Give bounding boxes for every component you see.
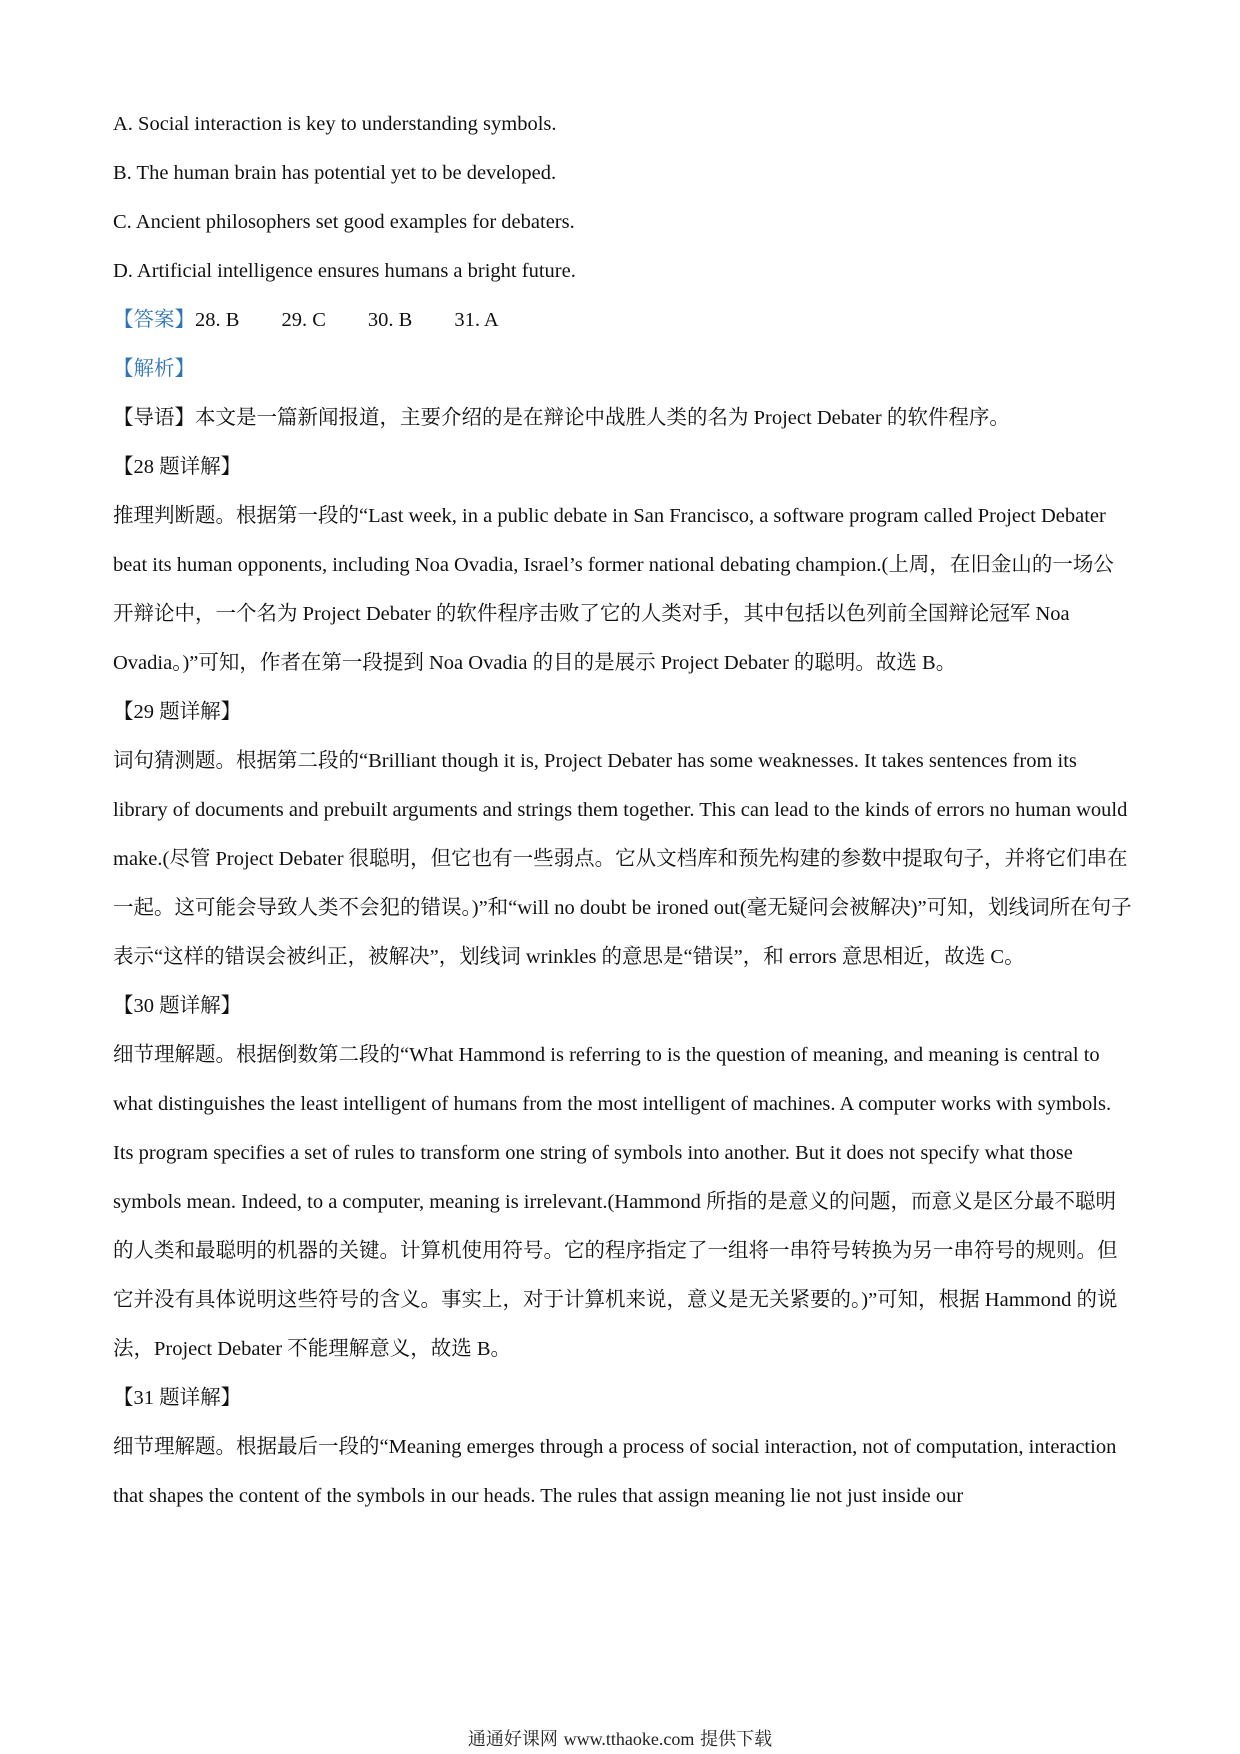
q29-explanation: 词句猜测题。根据第二段的“Brilliant though it is, Project Debater has some weaknesses. It takes sentences from its library of documents and prebuilt arguments and strings them together. This can lead to the kinds of errors no human would make.(尽管 Project Debater 很聪明，但它也有一些弱点。它从文档库和预先构建的参数中提取句子，并将它们串在一起。这可能会导致人类不会犯的错误。)”和“will no doubt be ironed out(毫无疑问会被解决)”可知，划线词所在句子表示“这样的错误会被纠正，被解决”，划线词 wrinkles 的意思是“错误”，和 errors 意思相近，故选 C。	[113, 750, 1132, 968]
q31-explanation: 细节理解题。根据最后一段的“Meaning emerges through a process of social interaction, not of computation, interaction that shapes the content of the symbols in our heads. The rules that assign meaning lie not just inside our	[113, 1436, 1117, 1507]
answer-line	[113, 296, 1133, 345]
q28-heading: 【28 题详解】	[113, 456, 242, 478]
footer-site-name: 通通好课网	[467, 1729, 558, 1750]
page-footer	[0, 1725, 1240, 1751]
option-c: C. Ancient philosophers set good examples for debaters.	[113, 211, 575, 233]
answer-31: 31. A	[454, 309, 499, 331]
option-a: A. Social interaction is key to understanding symbols.	[113, 113, 557, 135]
q30-explanation: 细节理解题。根据倒数第二段的“What Hammond is referring to is the question of meaning, and meaning is central to what distinguishes the least intelligent of humans from the most intelligent of machines. A computer works with symbols. Its program specifies a set of rules to transform one string of symbols into another. But it does not specify what those symbols mean. Indeed, to a computer, meaning is irrelevant.(Hammond 所指的是意义的问题，而意义是区分最不聪明的人类和最聪明的机器的关键。计算机使用符号。它的程序指定了一组将一串符号转换为另一串符号的规则。但它并没有具体说明这些符号的含义。事实上，对于计算机来说，意义是无关紧要的。)”可知，根据 Hammond 的说法，Project Debater 不能理解意义，故选 B。	[113, 1044, 1118, 1360]
answer-30: 30. B	[367, 309, 413, 331]
intro-paragraph: 【导语】本文是一篇新闻报道，主要介绍的是在辩论中战胜人类的名为 Project Debater 的软件程序。	[113, 407, 1010, 429]
answer-label: 【答案】	[113, 309, 195, 331]
q30-heading: 【30 题详解】	[113, 995, 242, 1017]
analysis-label: 【解析】	[113, 358, 195, 380]
document-body	[113, 100, 1133, 1521]
footer-url[interactable]: www.tthaoke.com	[563, 1729, 695, 1749]
q31-heading: 【31 题详解】	[113, 1387, 242, 1409]
q29-heading: 【29 题详解】	[113, 701, 242, 723]
answer-28: 28. B	[195, 309, 240, 331]
footer-suffix: 提供下载	[700, 1729, 773, 1750]
q28-explanation: 推理判断题。根据第一段的“Last week, in a public debate in San Francisco, a software program called Project Debater beat its human opponents, including Noa Ovadia, Israel’s former national debating champion.(上周，在旧金山的一场公开辩论中，一个名为 Project Debater 的软件程序击败了它的人类对手，其中包括以色列前全国辩论冠军 Noa Ovadia。)”可知，作者在第一段提到 Noa Ovadia 的目的是展示 Project Debater 的聪明。故选 B。	[113, 505, 1114, 674]
answer-29: 29. C	[281, 309, 326, 331]
option-b: B. The human brain has potential yet to be developed.	[113, 162, 557, 184]
option-d: D. Artificial intelligence ensures humans a bright future.	[113, 260, 576, 282]
